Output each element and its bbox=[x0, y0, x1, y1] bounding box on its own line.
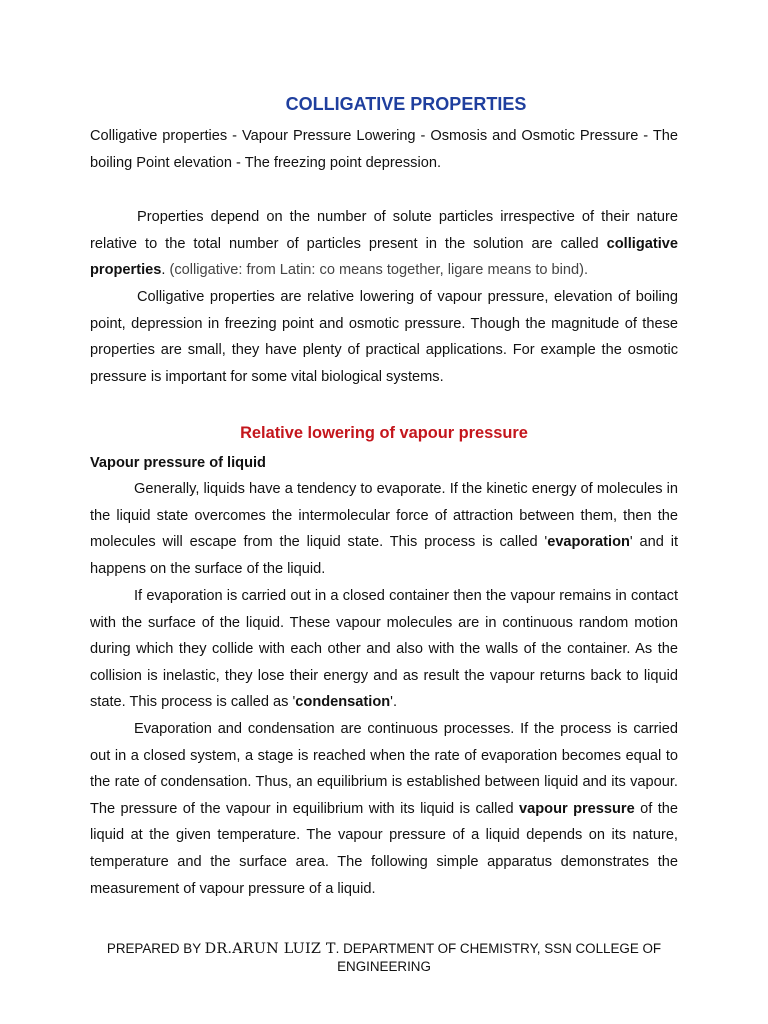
footer-suffix: . DEPARTMENT OF CHEMISTRY, SSN COLLEGE OF ENGINEERING bbox=[335, 941, 662, 974]
vapour-pressure-text: Evaporation and condensation are continuous processes. If the process is carried out in a closed system, a stage is reached when the rate of evaporation becomes equal to the rate of condensation. Thus, an equilibrium is established between liquid and its vapour. The pressure of the vapour in equilibrium with its liquid is called bbox=[90, 721, 678, 817]
footer-author: DR.ARUN LUIZ T bbox=[204, 941, 336, 957]
intro-paragraph: Colligative properties - Vapour Pressure Lowering - Osmosis and Osmotic Pressure - The boiling Point elevation - The freezing point depression. bbox=[90, 128, 678, 171]
definition-term: colligative properties bbox=[90, 235, 678, 279]
evaporation-text-end: ' and it happens on the surface of the liquid. bbox=[90, 534, 679, 577]
condensation-term: condensation bbox=[295, 694, 391, 711]
evaporation-text: Generally, liquids have a tendency to evaporate. If the kinetic energy of molecules in the liquid state overcomes the intermolecular force of attraction between them, then the molecules will escape from the liquid state. This process is called ' bbox=[90, 481, 678, 551]
subheading: Vapour pressure of liquid bbox=[90, 455, 266, 471]
evaporation-term: evaporation bbox=[547, 534, 630, 551]
paragraph-condensation bbox=[90, 583, 678, 716]
paragraph-properties-list: Colligative properties are relative lowering of vapour pressure, elevation of boiling point, depression in freezing point and osmotic pressure. Though the magnitude of these properties are small, they have plenty of practical applications. For example the osmotic pressure is important for some vital biological systems. bbox=[90, 289, 678, 385]
definition-period: . bbox=[161, 262, 170, 279]
section-heading: Relative lowering of vapour pressure bbox=[240, 424, 528, 442]
definition-note: (colligative: from Latin: co means together, ligare means to bind). bbox=[169, 262, 589, 279]
definition-text: Properties depend on the number of solute particles irrespective of their nature relative to the total number of particles present in the solution are called bbox=[90, 209, 678, 252]
page-title: COLLIGATIVE PROPERTIES bbox=[285, 94, 527, 114]
vapour-pressure-term: vapour pressure bbox=[519, 800, 635, 817]
condensation-text: If evaporation is carried out in a closed container then the vapour remains in contact with the surface of the liquid. These vapour molecules are in continuous random motion during which they collide with each other and also with the walls of the container. As the collision is inelastic, they lose their energy and as result the vapour returns back to liquid state. This process is called as ' bbox=[90, 588, 678, 711]
vapour-pressure-text-end: of the liquid at the given temperature. The vapour pressure of a liquid depends on its nature, temperature and the surface area. The following simple apparatus demonstrates the measurement of vapour pressure of a liquid. bbox=[90, 800, 678, 897]
page-footer bbox=[90, 940, 678, 976]
condensation-text-end: '. bbox=[390, 694, 398, 711]
paragraph-evaporation bbox=[90, 476, 678, 582]
footer-prefix: PREPARED BY bbox=[106, 941, 205, 956]
paragraph-definition bbox=[90, 204, 678, 284]
paragraph-vapour-pressure bbox=[90, 716, 678, 902]
